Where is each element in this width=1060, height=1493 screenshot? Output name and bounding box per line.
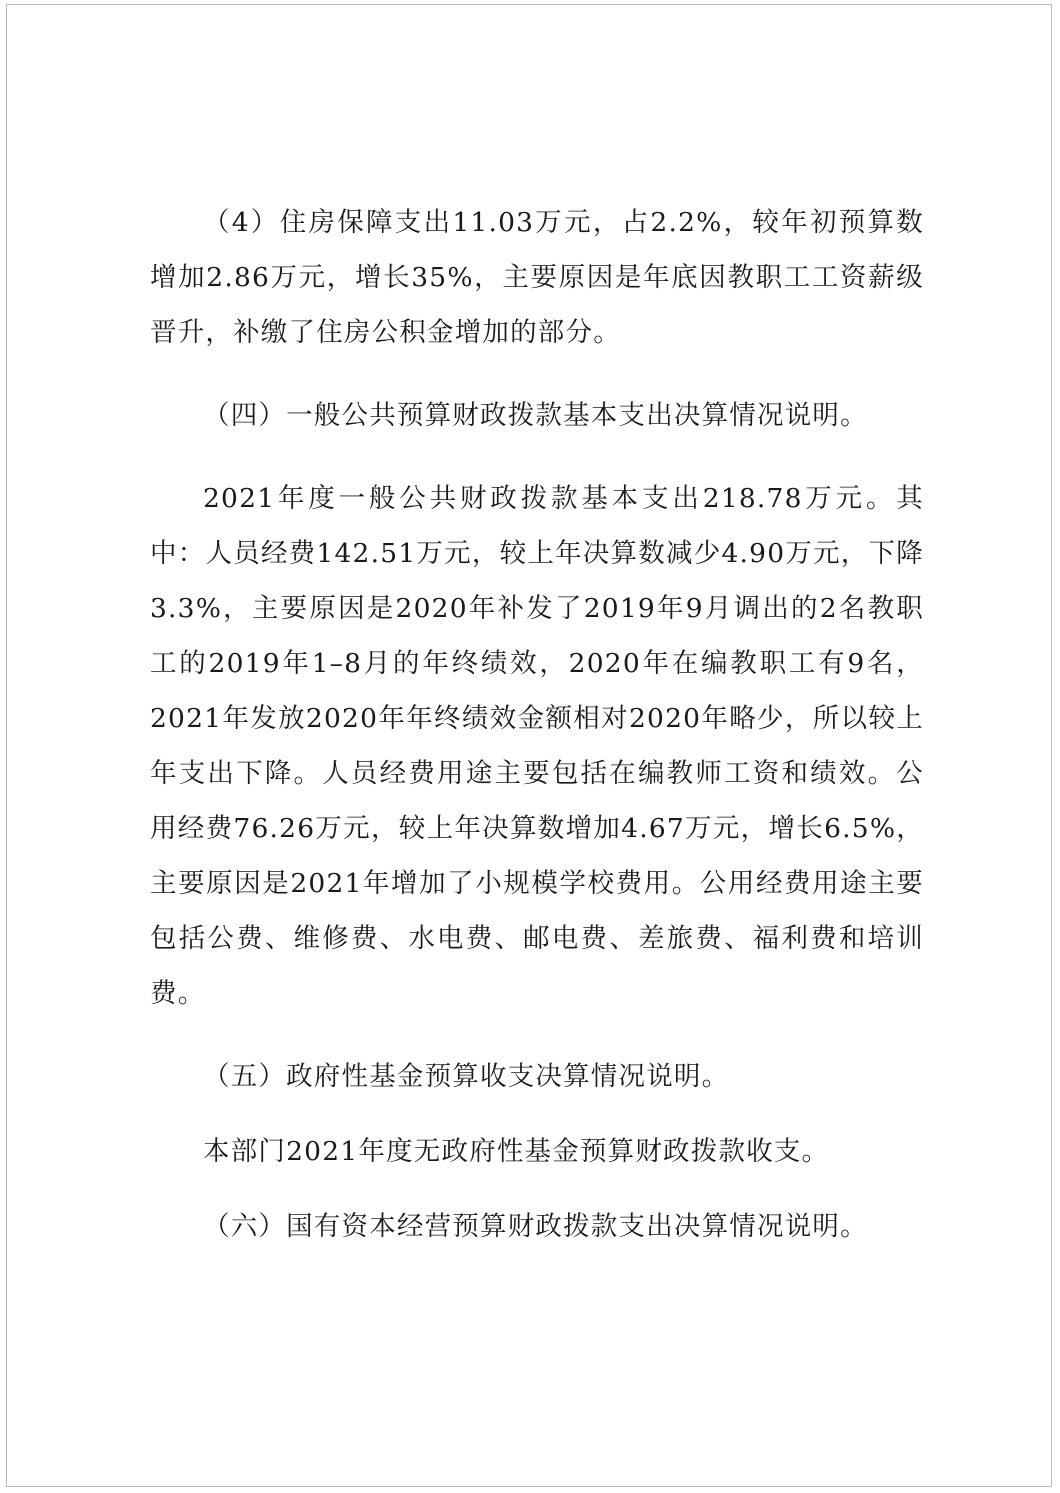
- paragraph-housing-expenditure: （4）住房保障支出11.03万元，占2.2%，较年初预算数增加2.86万元，增长35%，主要原因是年底因教职工工资薪级晋升，补缴了住房公积金增加的部分。: [150, 207, 924, 348]
- section-heading-basic-expenditure: （四）一般公共预算财政拨款基本支出决算情况说明。: [203, 400, 868, 431]
- paragraph-government-fund: 本部门2021年度无政府性基金预算财政拨款收支。: [203, 1136, 830, 1167]
- section-heading-government-fund: （五）政府性基金预算收支决算情况说明。: [203, 1061, 730, 1092]
- document-body: [150, 195, 924, 1254]
- document-page: [6, 4, 1052, 1487]
- section-heading-state-capital: （六）国有资本经营预算财政拨款支出决算情况说明。: [203, 1211, 868, 1242]
- paragraph-basic-expenditure: 2021年度一般公共财政拨款基本支出218.78万元。其中：人员经费142.51万元，较上年决算数减少4.90万元，下降3.3%，主要原因是2020年补发了2019年9月调出的2名教职工的2019年1–8月的年终绩效，2020年在编教职工有9名，2021年发放2020年年终绩效金额相对2020年略少，所以较上年支出下降。人员经费用途主要包括在编教师工资和绩效。公用经费76.26万元，较上年决算数增加4.67万元，增长6.5%，主要原因是2021年增加了小规模学校费用。公用经费用途主要包括公费、维修费、水电费、邮电费、差旅费、福利费和培训费。: [150, 483, 924, 1009]
